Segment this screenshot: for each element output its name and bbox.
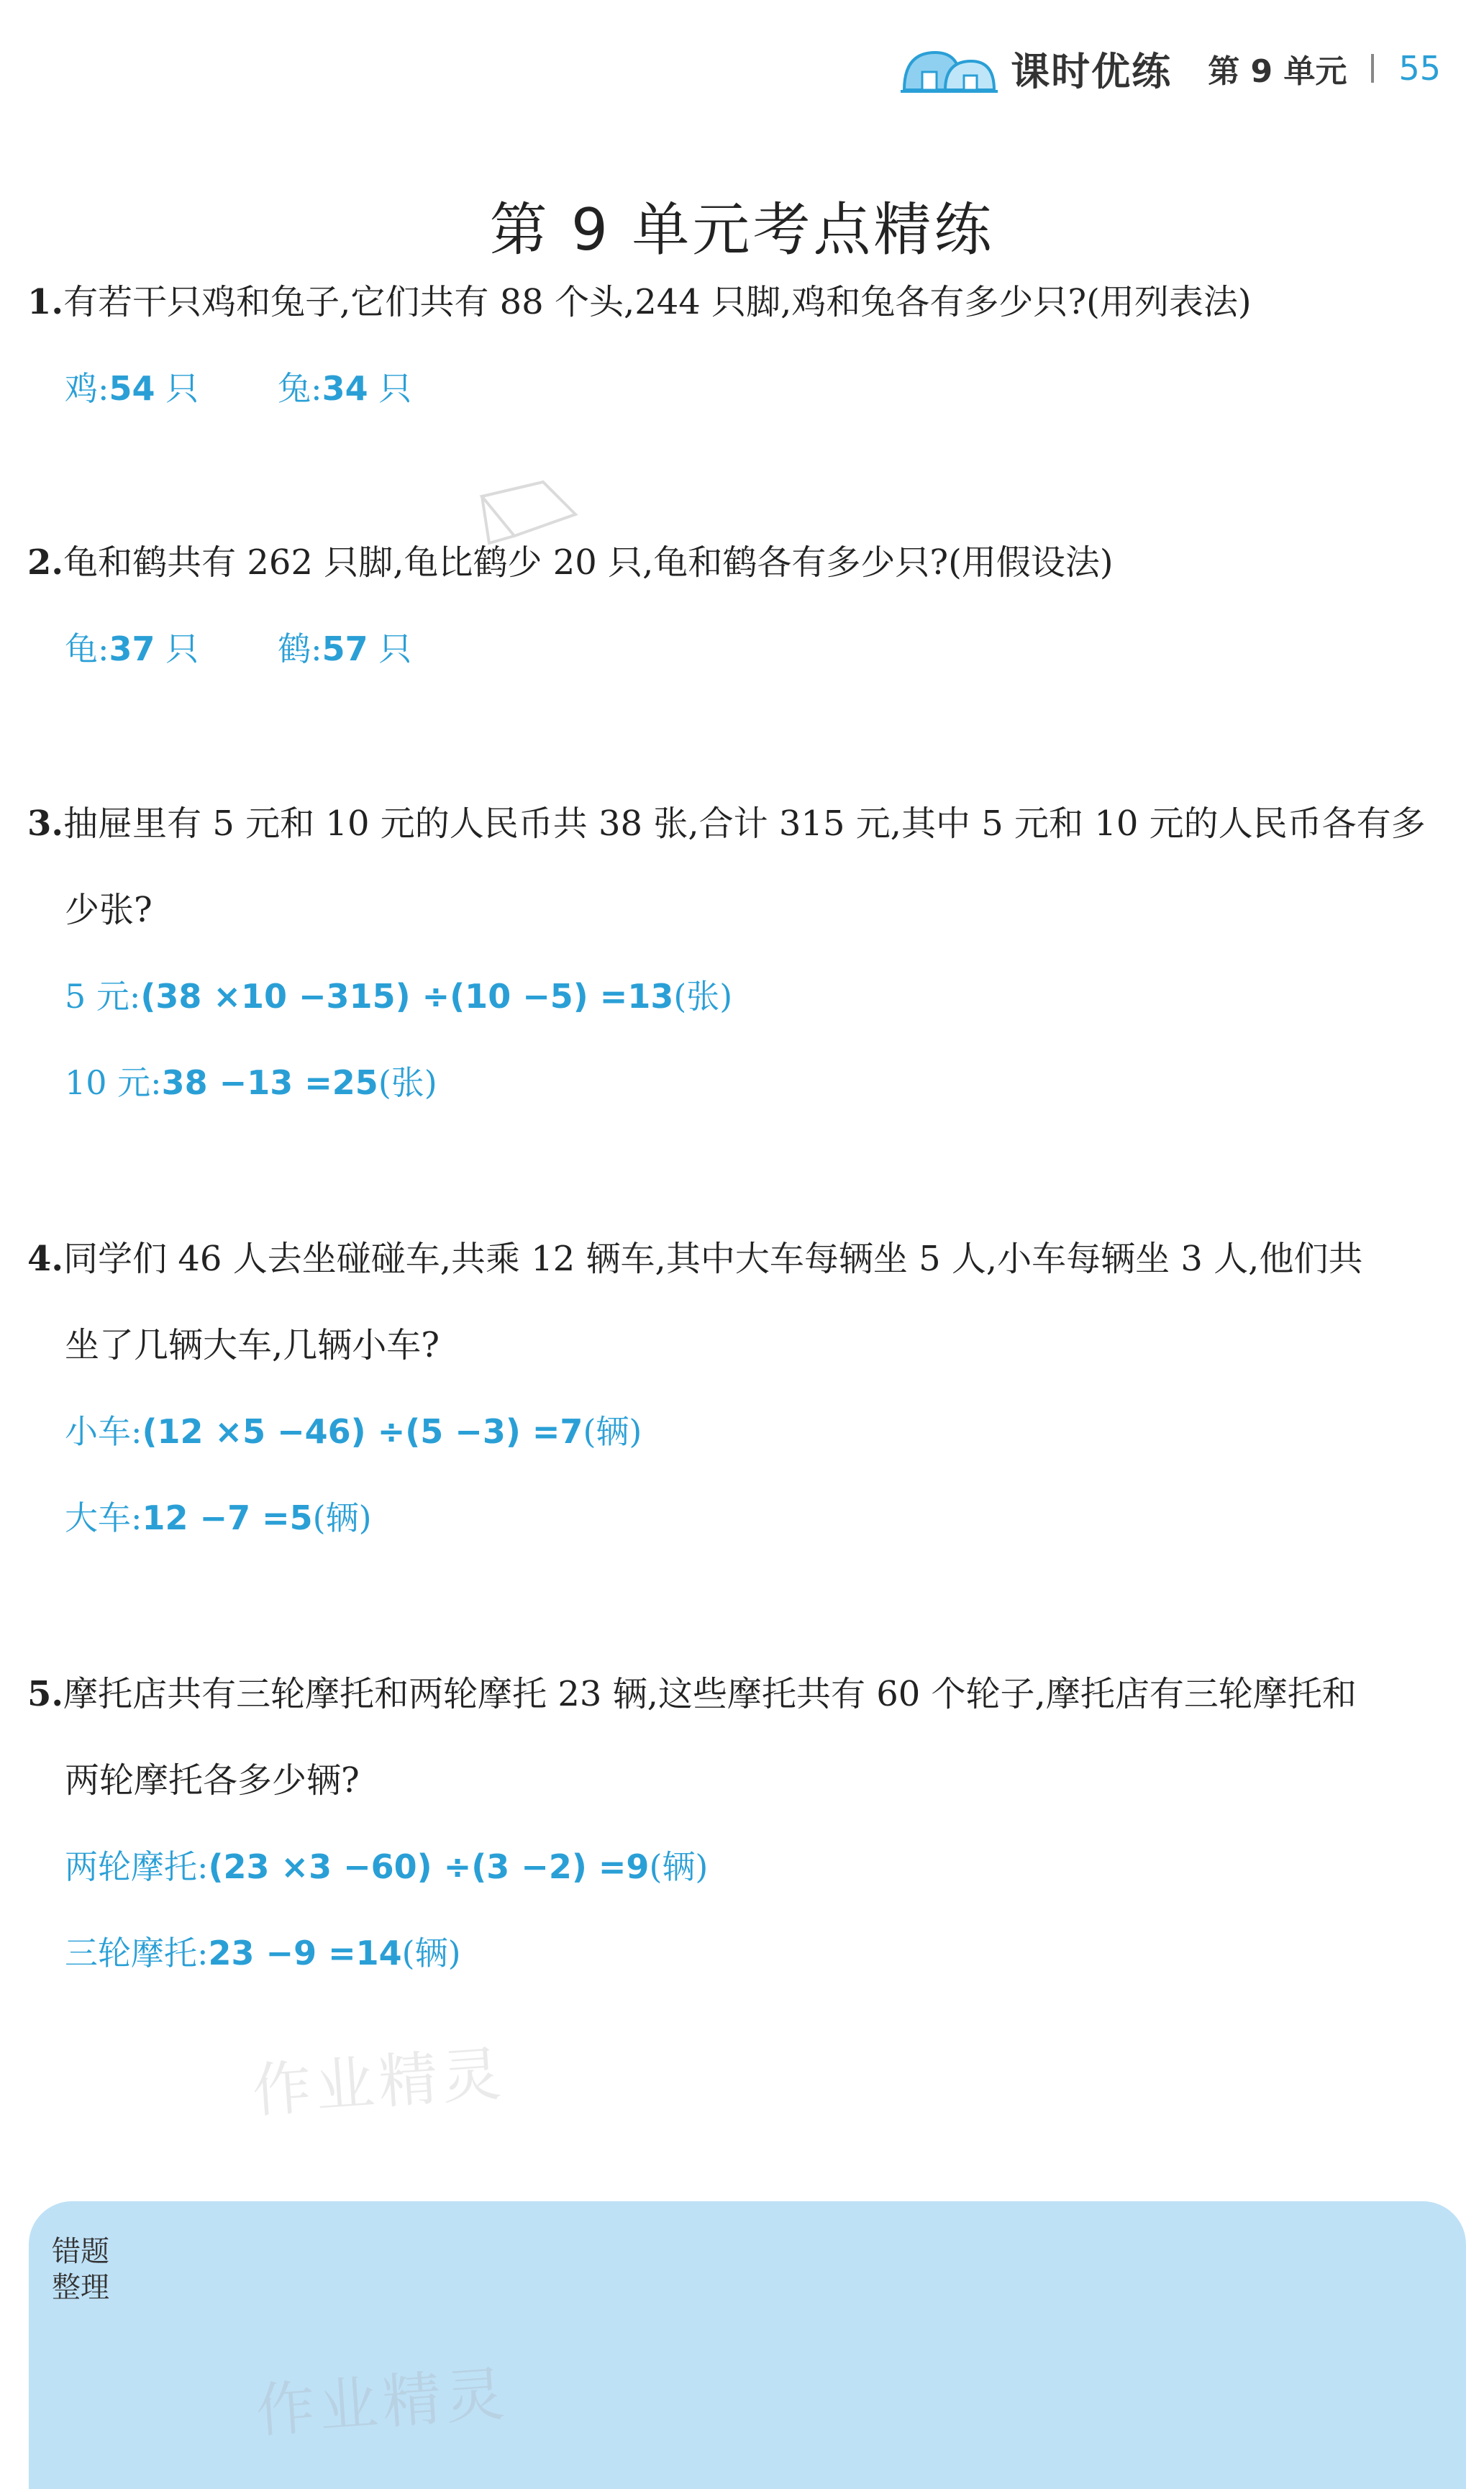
answer-unit: 只 [155,369,199,408]
error-label-line: 错题 [52,2235,109,2268]
question-number: 5. [27,1674,64,1714]
answer-unit: (辆) [649,1847,709,1886]
header-divider [1371,54,1374,83]
watermark: 作业精灵 [253,2360,511,2447]
question-number: 1. [27,282,64,322]
answer-unit: (辆) [401,1934,461,1972]
question-line: 有若干只鸡和兔子,它们共有 88 个头,244 只脚,鸡和兔各有多少只?(用列表法) [63,282,1252,322]
error-label-line: 整理 [52,2271,109,2304]
answer-line [27,1824,1466,1910]
answer-label: 鹤: [278,629,322,668]
answer-label: 鸡: [65,369,109,408]
answer-line [27,345,1466,432]
question-line: 摩托店共有三轮摩托和两轮摩托 23 辆,这些摩托共有 60 个轮子,摩托店有三轮摩托和 [63,1674,1357,1714]
question-line: 两轮摩托各多少辆? [65,1760,360,1801]
answer-line [27,606,1466,692]
answer-label: 龟: [65,629,109,668]
answer-unit: 只 [155,629,199,668]
answer-value: (38 ×10 −315) ÷(10 −5) =13 [140,977,674,1016]
question-line: 同学们 46 人去坐碰碰车,共乘 12 辆车,其中大车每辆坐 5 人,小车每辆坐 3 人,他们共 [63,1239,1363,1279]
answer-label: 大车: [65,1498,142,1537]
question-text [27,1216,1466,1302]
question-5 [27,1651,1466,1996]
answer-label: 兔: [278,369,322,408]
brand-name: 课时优练 [1011,48,1173,94]
answer-label: 三轮摩托: [65,1934,209,1972]
question-line: 龟和鹤共有 262 只脚,龟比鹤少 20 只,龟和鹤各有多少只?(用假设法) [63,542,1114,583]
igloo-logo-icon [901,40,998,97]
answer-line [27,953,1466,1039]
question-line: 少张? [65,890,153,930]
answer-label: 小车: [65,1412,142,1451]
question-4 [27,1216,1466,1561]
answer-unit: 只 [368,369,412,408]
answer-unit: (辆) [583,1412,642,1451]
question-1 [27,259,1466,432]
answer-line [27,1039,1466,1126]
answer-line [27,1388,1466,1475]
error-review-box [29,2201,1466,2489]
question-text [27,781,1466,867]
answer-value: (23 ×3 −60) ÷(3 −2) =9 [208,1847,650,1886]
answer-label: 5 元: [65,977,141,1016]
question-line: 抽屉里有 5 元和 10 元的人民币共 38 张,合计 315 元,其中 5 元和 10 元的人民币各有多 [63,804,1426,844]
question-text [27,1651,1466,1737]
page-title: 第 9 单元考点精练 [489,196,995,263]
answer-value: 23 −9 =14 [208,1934,402,1972]
answer-unit: (辆) [312,1498,372,1537]
page-number: 55 [1398,49,1441,88]
question-number: 3. [27,804,64,844]
answer-value: 57 [322,629,368,668]
answer-value: 54 [109,369,155,408]
question-3 [27,781,1466,1126]
answer-value: 38 −13 =25 [161,1063,378,1102]
unit-label: 第 9 单元 [1208,53,1347,90]
question-number: 2. [27,542,64,583]
question-text [27,519,1466,606]
question-line: 坐了几辆大车,几辆小车? [65,1325,440,1365]
answer-unit: (张) [378,1063,437,1102]
answer-line [27,1475,1466,1561]
answer-label: 两轮摩托: [65,1847,209,1886]
question-number: 4. [27,1239,64,1279]
answer-value: 12 −7 =5 [142,1498,313,1537]
answer-value: 34 [322,369,368,408]
watermark-stamp-icon [475,475,583,554]
answer-value: 37 [109,629,155,668]
answer-line [27,1910,1466,1996]
answer-label: 10 元: [65,1063,162,1102]
page-header [901,32,1441,104]
answer-unit: 只 [368,629,412,668]
error-review-label [52,2234,124,2306]
answer-unit: (张) [673,977,733,1016]
watermark: 作业精灵 [250,2039,508,2126]
question-2 [27,519,1466,692]
answer-value: (12 ×5 −46) ÷(5 −3) =7 [142,1412,583,1451]
question-text [27,259,1466,345]
